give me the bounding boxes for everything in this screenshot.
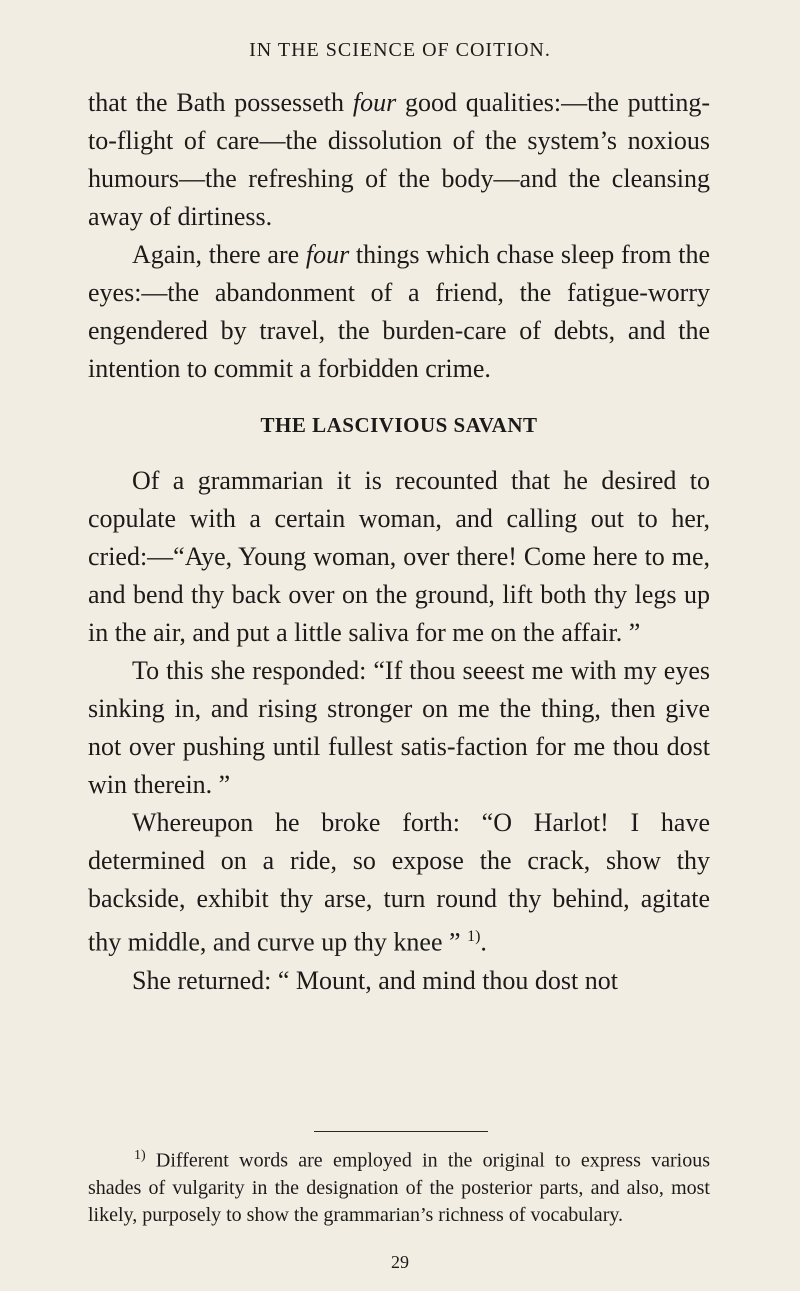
paragraph-1: [88, 84, 710, 236]
paragraph-5: [88, 804, 710, 962]
footnote-reference[interactable]: 1): [467, 928, 481, 945]
text-run: Again, there are: [132, 240, 306, 269]
emphasis: four: [352, 88, 397, 117]
body-text: [88, 84, 710, 1000]
page-number: 29: [391, 1252, 409, 1272]
footnote-text: Different words are employed in the original to express various shades of vulgarity in the designation of the posterior parts, and also, most likely, purposely to show the grammarian’s richness of vocabulary.: [88, 1149, 710, 1226]
paragraph-2: [88, 236, 710, 388]
text-run: Whereupon he broke forth: “O Harlot! I have determined on a ride, so expose the crack, show thy backside, exhibit thy arse, turn round thy behind, agitate thy middle, and curve up thy knee ”: [88, 808, 710, 957]
footnote-marker: 1): [134, 1148, 146, 1163]
emphasis: four: [305, 240, 350, 269]
footnote-rule: [314, 1131, 488, 1132]
paragraph-4: To this she responded: “If thou seeest me with my eyes sinking in, and rising stronger on me the thing, then give not over pushing until fullest satis-faction for me thou dost win therein. ”: [88, 656, 710, 799]
paragraph-6: She returned: “ Mount, and mind thou dost not: [132, 965, 619, 995]
text-run: things which chase sleep from the eyes:—the abandonment of a friend, the fatigue-worry engendered by travel, the burden-care of debts, and the intention to commit a forbidden crime.: [88, 240, 710, 383]
section-heading: THE LASCIVIOUS SAVANT: [260, 413, 538, 437]
text-run: that the Bath possesseth: [88, 88, 353, 117]
running-head: IN THE SCIENCE OF COITION.: [249, 39, 551, 61]
footnote: [88, 1142, 710, 1229]
text-run: good qualities:—the putting-to-flight of care—the dissolution of the system’s noxious humours—the refreshing of the body—and the cleansing away of dirtiness.: [88, 88, 710, 231]
text-run: .: [480, 927, 487, 957]
paragraph-3: Of a grammarian it is recounted that he desired to copulate with a certain woman, and calling out to her, cried:—“Aye, Young woman, over there! Come here to me, and bend thy back over on the ground, lift both thy legs up in the air, and put a little saliva for me on the affair. ”: [88, 466, 710, 647]
